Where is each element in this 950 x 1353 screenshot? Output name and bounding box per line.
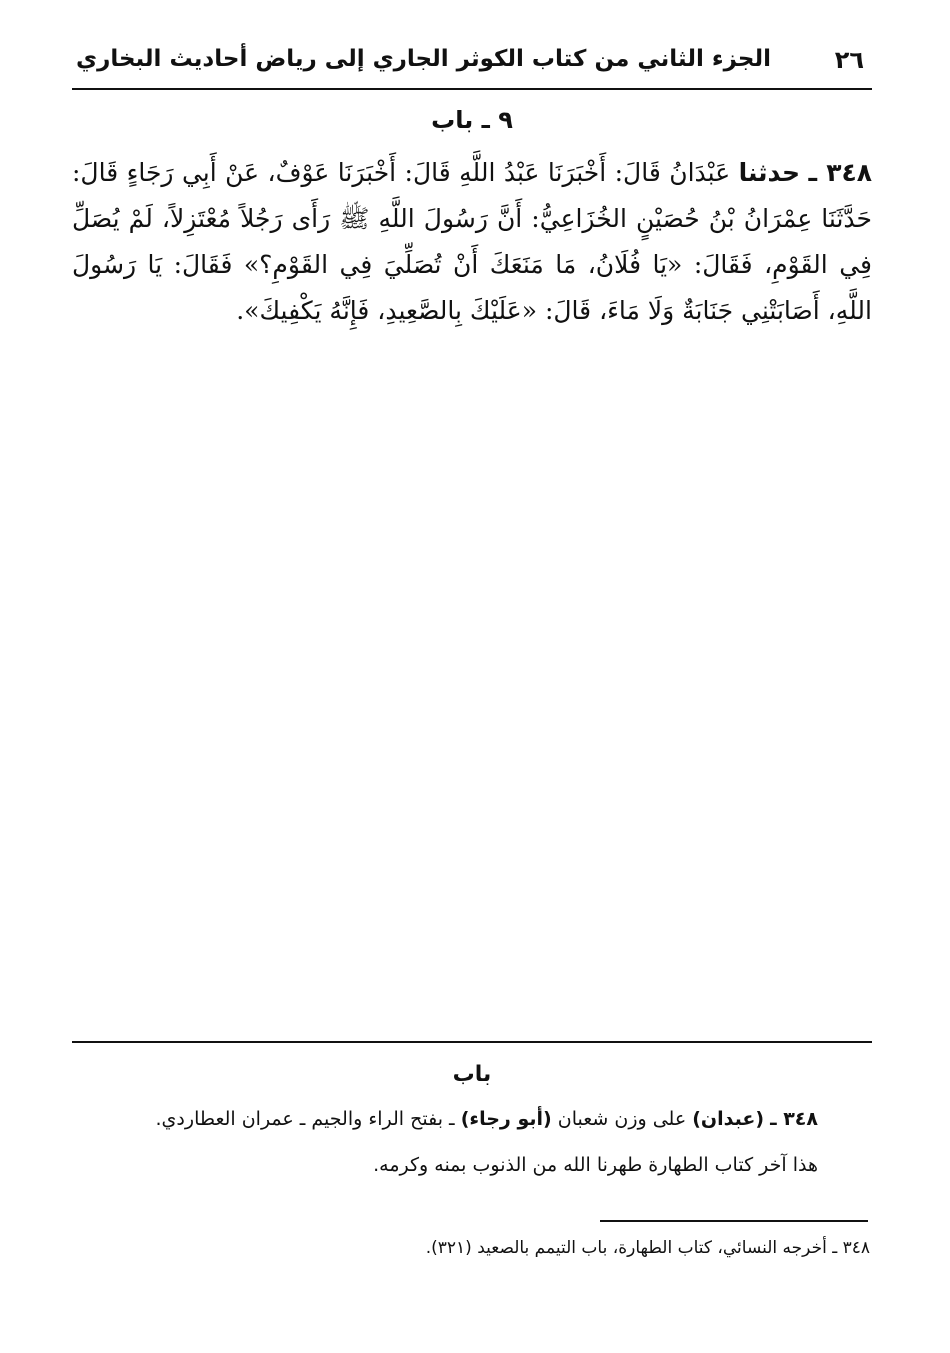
hadith-number: ٣٤٨ ـ <box>808 158 873 187</box>
commentary-note <box>72 1108 818 1130</box>
hadith-body: عَبْدَانُ قَالَ: أَخْبَرَنَا عَبْدُ اللَّهِ قَالَ: أَخْبَرَنَا عَوْفٌ، عَنْ أَبِي رَجَاءٍ قَالَ: حَدَّثَنَا عِمْرَانُ بْنُ حُصَيْنٍ الخُزَاعِيُّ: أَنَّ رَسُولَ اللَّهِ ﷺ رَأَى رَجُلاً مُعْتَزِلاً، لَمْ يُصَلِّ فِي القَوْمِ، فَقَالَ: «يَا فُلَانُ، مَا مَنَعَكَ أَنْ تُصَلِّيَ فِي القَوْمِ؟» فَقَالَ: يَا رَسُولَ اللَّهِ، أَصَابَتْنِي جَنَابَةٌ وَلَا مَاءَ، قَالَ: «عَلَيْكَ بِالصَّعِيدِ، فَإِنَّهُ يَكْفِيكَ». <box>72 158 872 325</box>
header-divider <box>72 88 872 90</box>
running-header <box>72 40 872 84</box>
chapter-heading: ٩ ـ باب <box>431 106 513 134</box>
note-text-part1: على وزن شعبان <box>557 1108 687 1130</box>
hadith-lead-word: حدثنا <box>738 158 801 187</box>
note-text-part2: ـ بفتح الراء والجيم ـ عمران العطاردي. <box>155 1108 455 1130</box>
footnote-divider <box>600 1220 868 1222</box>
commentary-divider <box>72 1041 872 1043</box>
note-number: ٣٤٨ ـ <box>770 1108 818 1130</box>
commentary-heading: باب <box>452 1062 492 1087</box>
note-term-abdan: (عبدان) <box>692 1108 765 1130</box>
note-term-abu-raja: (أبو رجاء) <box>460 1108 552 1130</box>
hadith-text-block <box>72 150 872 350</box>
footnote: ٣٤٨ ـ أخرجه النسائي، كتاب الطهارة، باب التيمم بالصعيد (٣٢١). <box>425 1238 870 1258</box>
running-title: الجزء الثاني من كتاب الكوثر الجاري إلى رياض أحاديث البخاري <box>76 46 772 72</box>
closing-note: هذا آخر كتاب الطهارة طهرنا الله من الذنوب بمنه وكرمه. <box>373 1154 818 1176</box>
page-number: ٢٦ <box>834 46 864 74</box>
